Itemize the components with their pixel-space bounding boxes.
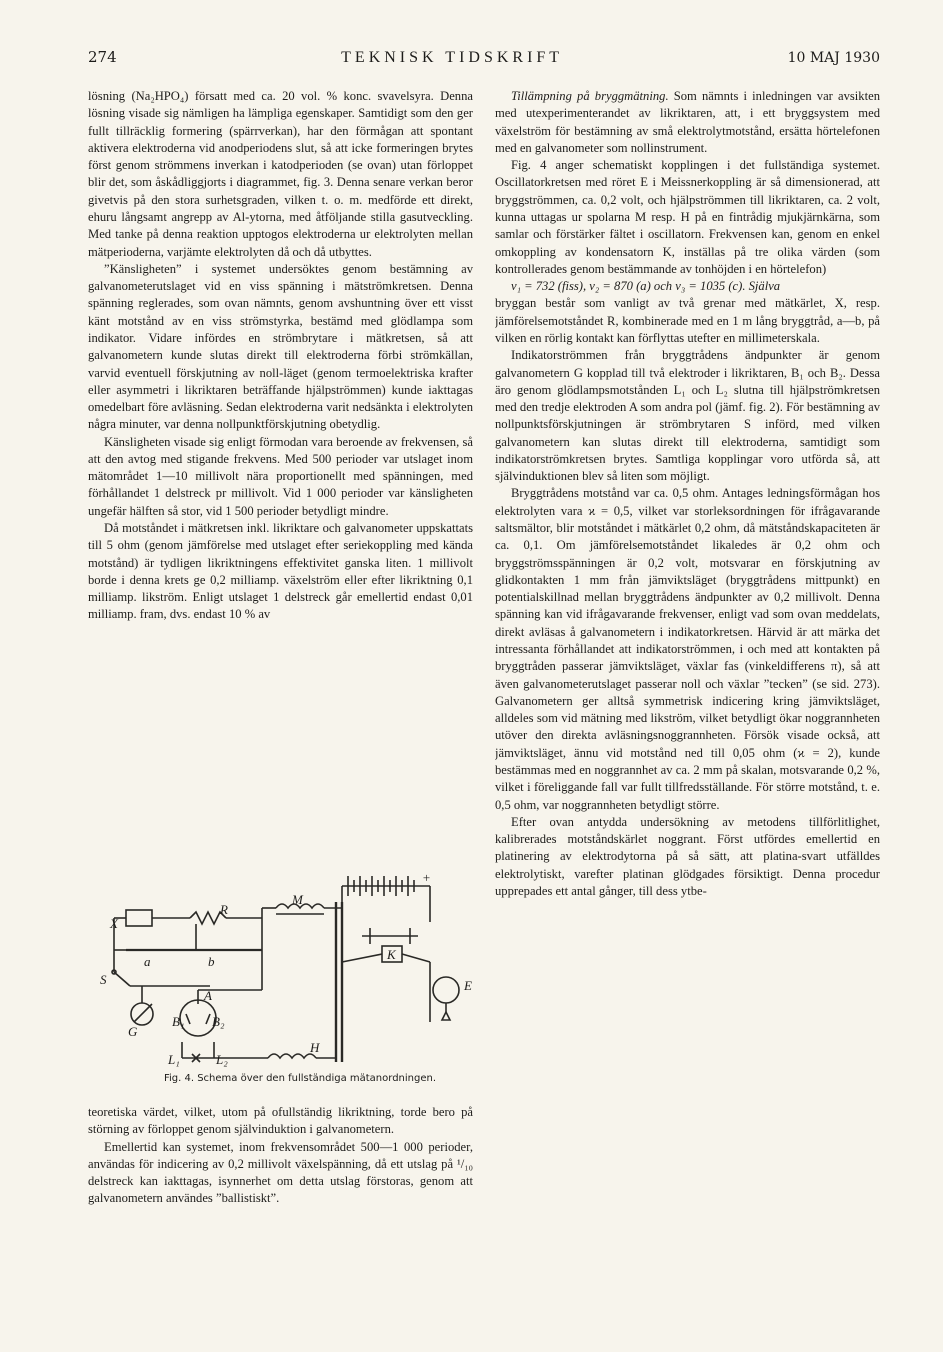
paragraph: Då motståndet i mätkretsen inkl. likriktare och galvanometer uppskattats till 5 ohm (genom jämförelse med utslaget efter seriekoppling med kända motstånd) är tydligen likriktningens effektivitet ganska liten. 1 millivolt borde i denna krets ge 0,2 milliamp. växelström eller efter likriktning 0,1 milliamp. likström. Enligt utslaget 1 delstreck går emellertid endast 0,01 milliamp. fram, dvs. endast 10 % av — [88, 521, 473, 622]
paragraph — [495, 88, 880, 157]
left-column — [88, 88, 473, 848]
right-column — [495, 88, 880, 1278]
label-h: H — [310, 1040, 320, 1055]
paragraph: ”Känsligheten” i systemet undersöktes genom bestämning av galvanometerutslaget vid en viss spänning i mätströmkretsen. Denna spänning reglerades, som ovan nämnts, genom avshuntning över ett visst känt motstånd av en viss strömstyrka, bestämd med glödlampa som indikator. Vidare infördes en strömbrytare i mätkretsen, så att galvanometern kunde slutas direkt till elektroderna förbi strömkällan, varvid eventuell förskjutning av noll-läget (genom termoelektriska krafter eller asymmetri i likriktaren beträffande hjälpströmmen) kunde iakttagas omedelbart före avläsning. Sedan elektroderna varit nedsänkta i elektrolyten några minuter, var denna nollpunktförskjutning obetydlig. — [88, 261, 473, 432]
section-heading: Tillämpning på bryggmätning. — [511, 89, 669, 103]
label-b1: B₁ — [172, 1014, 185, 1029]
label-g: G — [128, 1024, 138, 1039]
page-number: 274 — [88, 48, 117, 66]
paragraph: Känsligheten visade sig enligt förmodan vara beroende av frekvensen, så att den avtog med stigande frekvens. Med 500 perioder var utslaget inom mätområdet 1—10 millivolt nära proportionellt med spänningen, med förhållandet 1 delstreck pr millivolt. Vid 1 000 perioder var känsligheten ungefär hälften så stor, vid 1 500 perioder betydligt mindre. — [88, 434, 473, 518]
label-r: R — [220, 902, 228, 917]
paragraph: bryggan består som vanligt av två grenar med mätkärlet, X, resp. jämförelsemotståndet R, kombinerade med en 1 m lång bryggtråd, a—b, på vilken en rörlig kontakt kan förflyttas utefter en millimeterskala. — [495, 296, 880, 345]
label-k: K — [387, 947, 396, 962]
label-x: X — [110, 916, 118, 931]
paragraph: Fig. 4 anger schematiskt kopplingen i det fullständiga systemet. Oscillatorkretsen med röret E i Meissnerkoppling är så dimensionerad, att bryggströmmen, ca. 0,2 volt, och hjälpströmmen till likriktaren, ca. 2 volt, kunna uttagas ur spolarna M resp. H på en fintrådig mjukjärnkärna, som samlar och förstärker fältet i oscillatorn. Frekvensen kan, genom en enkel omkoppling av kondensatorn K, inställas på tre olika värden (som kontrollerades genom bestämmande av tonhöjden i en hörtelefon) — [495, 158, 880, 276]
circuit-svg — [100, 862, 490, 1068]
label-plus: + — [422, 870, 431, 885]
issue-date: 10 MAJ 1930 — [787, 50, 880, 66]
paragraph-text: Som nämnts i inledningen var avsikten med utexperimenterandet av likriktaren, att, i ett bryggsystem med växelström för bestämning av små elektrolytmotstånd, ersätta hörtelefonen med en galvanometer som nollinstrument. — [495, 89, 880, 155]
label-l2: L₂ — [216, 1052, 228, 1067]
paragraph: lösning (Na₂HPO₄) försatt med ca. 20 vol. % konc. svavelsyra. Denna lösning visade sig nämligen ha lämpliga egenskaper. Samtidigt som den ger fullt tillräcklig formering (spärrverkan), har den förmågan att spontant aktivera elektroderna vid anodperiodens slut, så att icke formeringen brytes först genom strömmens inverkan i katodperioden (se ovan) utan förloppet blir det, som åskådliggjorts i diagrammet, fig. 3. Denna senare verkan beror givetvis på den stora surhetsgraden, vilken t. o. m. medförde ett direkt, ehuru långsamt angrepp av Al-ytorna, med åtföljande stilla gasutveckling. Med tanke på denna reaktion upptogos elektroderna ur elektrolyten mellan mätperioderna, varjämte elektrolyten då och då utbyttes. — [88, 89, 473, 259]
label-a: a — [144, 954, 151, 969]
frequency-formula: ν₁ = 732 (fiss), ν₂ = 870 (a) och ν₃ = 1035 (c). Själva — [511, 279, 781, 294]
label-e: E — [464, 978, 472, 993]
paragraph: Efter ovan antydda undersökning av metodens tillförlitlighet, kalibrerades motståndskärlet noggrant. Först utfördes emellertid en platinering av elektrodytorna på så sätt, att platina-svart utfälldes elektrolytiskt, varefter platinan glödgades försiktigt. Denna procedur upprepades ett antal gånger, till dess ytbe- — [495, 814, 880, 898]
label-s: S — [100, 972, 107, 987]
label-b: b — [208, 954, 215, 969]
label-b2: B₂ — [212, 1014, 225, 1029]
paragraph: Bryggtrådens motstånd var ca. 0,5 ohm. Antages ledningsförmågan hos elektrolyten vara ϰ = 0,5, vilket var storleksordningen för ifrågavarande saltsmältor, blir motståndet i mätkärlet 0,2 ohm, då mätståndskapaciteten är ca. 0,1. Om jämförelsemotståndet likaledes är 0,2 ohm och bryggströmsspänningen är 0,2 volt, motsvarar en förskjutning av glidkontakten 1 mm från jämviktsläget (bryggtrådens mittpunkt) en potentialskillnad mellan bryggtrådens ändpunkter av 0,2 millivolt. Denna spänning kan vid ifrågavarande frekvenser, enligt vad som ovan meddelats, direkt avläsas å galvanometern i indikatorkretsen. Härvid är att märka det intressanta förhållandet att indikatorströmmen, i och med att kontakten på bryggtråden passerar jämviktsläget, växlar fas (vinkeldifferens π), så att även galvanometerutslaget passerar noll och växlar ”tecken” (se sid. 273). Galvanometern ger alltså symmetrisk indicering kring jämviktsläget, alldeles som vid mätning med likström, vilket betydligt ökar noggrannheten utöver den direkta avläsningsnoggrannheten. Försök visade också, att jämviktsläget, ännu vid motstånd ned till 0,05 ohm (ϰ = 2), kunde bestämmas med en noggrannhet av ca. 2 mm på skalan, motsvarande 0,2 %, vilket i föreliggande fall var fullt tillfredsställande. För större motstånd, t. e. 0,5 ohm, var noggrannheten betydligt större. — [495, 486, 880, 812]
paragraph: Indikatorströmmen från bryggtrådens ändpunkter är genom galvanometern G kopplad till två elektroder i likriktaren, B₁ och B₂. Dessa äro genom glödlampsmotstånden L₁ och L₂ slutna till hjälpströmkretsen med den tredje elektroden A som andra pol (jämf. fig. 2). För bestämning av nollpunktsförskjutningen är strömbrytaren S införd, med vilken galvanometern kan slutas direkt till elektroderna, samtidigt som indikatorströmkretsen brytes. Samtliga kopplingar voro utförda så, att självinduktionen blev så liten som möjligt. — [495, 348, 880, 484]
paragraph: teoretiska värdet, vilket, utom på ofullständig likriktning, torde bero på störning av förloppet genom självinduktion i galvanometern. — [88, 1105, 473, 1137]
label-l1: L₁ — [168, 1052, 180, 1067]
left-column-continued — [88, 1104, 473, 1284]
circuit-diagram — [100, 862, 490, 1098]
paragraph: Emellertid kan systemet, inom frekvensområdet 500—1 000 perioder, användas för indicering av 0,2 millivolt växelspänning, då ett utslag på ¹/₁₀ delstreck kan iakttagas, isynnerhet om detta utslag förstoras, genom att galvanometern användes ”ballistiskt”. — [88, 1139, 473, 1206]
label-m: M — [292, 892, 303, 907]
figure-caption: Fig. 4. Schema över den fullständiga mätanordningen. — [163, 1073, 437, 1084]
journal-title: TEKNISK TIDSKRIFT — [341, 49, 564, 66]
label-a-electrode: A — [204, 988, 212, 1003]
page-header — [88, 48, 880, 74]
